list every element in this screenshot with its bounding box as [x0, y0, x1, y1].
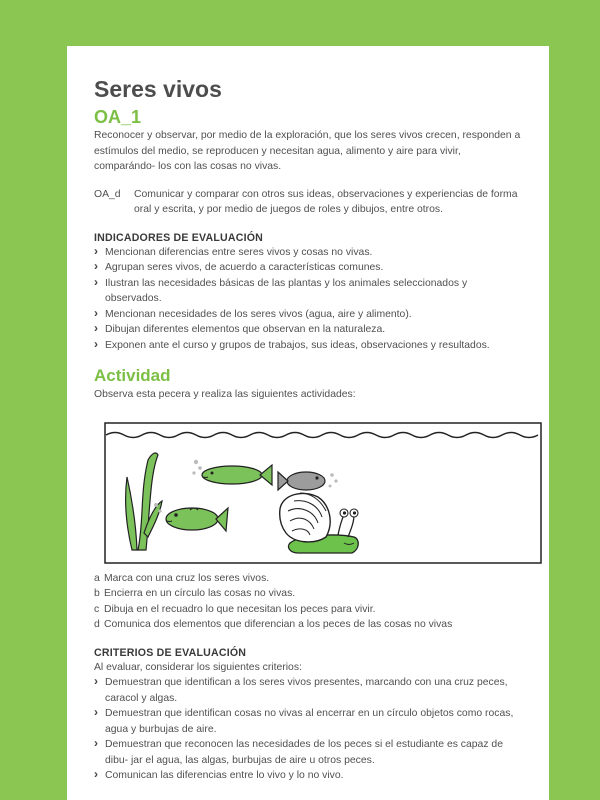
list-item [94, 586, 522, 602]
criterios-list [94, 675, 522, 784]
worksheet-page [67, 46, 549, 800]
list-item: › Demuestran que identifican cosas no vivas al encerrar en un círculo objetos como rocas, agua y burbujas de aire. [94, 706, 522, 737]
list-item: › Comunican las diferencias entre lo vivo y lo no vivo. [94, 768, 522, 784]
task-text: Marca con una cruz los seres vivos. [104, 572, 270, 584]
list-item: › Dibujan diferentes elementos que observan en la naturaleza. [94, 322, 522, 338]
task-letter: a [94, 572, 100, 584]
oad-block [94, 187, 522, 218]
oad-text: Comunicar y comparar con otros sus ideas, observaciones y experiencias de forma oral y escrita, y por medio de juegos de roles y dibujos, entre otros. [134, 188, 518, 215]
list-item [94, 617, 522, 633]
list-item [94, 602, 522, 618]
page-title: Seres vivos [94, 76, 222, 102]
list-item [94, 571, 522, 587]
task-letter: c [94, 603, 100, 615]
list-item: › Demuestran que identifican a los seres vivos presentes, marcando con una cruz peces, caracol y algas. [94, 675, 522, 706]
task-letter: d [94, 619, 100, 630]
task-text: Dibuja en el recuadro lo que necesitan los peces para vivir. [104, 603, 376, 615]
task-text: Comunica dos elementos que diferencian a los peces de las cosas no vivas [104, 619, 453, 630]
list-item: › Exponen ante el curso y grupos de trabajos, sus ideas, observaciones y resultados. [94, 338, 522, 354]
list-item: › Ilustran las necesidades básicas de las plantas y los animales seleccionados y observados. [94, 276, 522, 307]
oa1-text: Reconocer y observar, por medio de la exploración, que los seres vivos crecen, responden a estímulos del medio, se reproducen y necesitan agua, alimento y aire para vivir, comparándo- los con las cosas no vivas. [94, 130, 521, 172]
list-item: › Mencionan diferencias entre seres vivos y cosas no vivas. [94, 245, 522, 261]
oa1-code: OA_1 [94, 107, 142, 127]
task-text: Encierra en un círculo las cosas no vivas. [104, 588, 296, 599]
actividad-tasks [94, 571, 522, 633]
criterios-heading: CRITERIOS DE EVALUACIÓN [94, 646, 247, 659]
criterios-intro: Al evaluar, considerar los siguientes criterios: [94, 661, 302, 673]
actividad-heading: Actividad [94, 366, 171, 385]
aquarium-illustration [104, 415, 542, 565]
list-item: › Agrupan seres vivos, de acuerdo a características comunes. [94, 260, 522, 276]
indicadores-heading: INDICADORES DE EVALUACIÓN [94, 231, 264, 244]
aquarium-drawing [104, 415, 542, 565]
oad-code: OA_d [94, 188, 121, 200]
worksheet-content [94, 74, 522, 784]
actividad-intro: Observa esta pecera y realiza las siguientes actividades: [94, 389, 356, 400]
indicadores-list [94, 245, 522, 354]
list-item: › Mencionan necesidades de los seres vivos (agua, aire y alimento). [94, 307, 522, 323]
task-letter: b [94, 588, 100, 599]
list-item: › Demuestran que reconocen las necesidades de los peces si el estudiante es capaz de dibu- jar el agua, las algas, burbujas de aire u otros peces. [94, 737, 522, 768]
